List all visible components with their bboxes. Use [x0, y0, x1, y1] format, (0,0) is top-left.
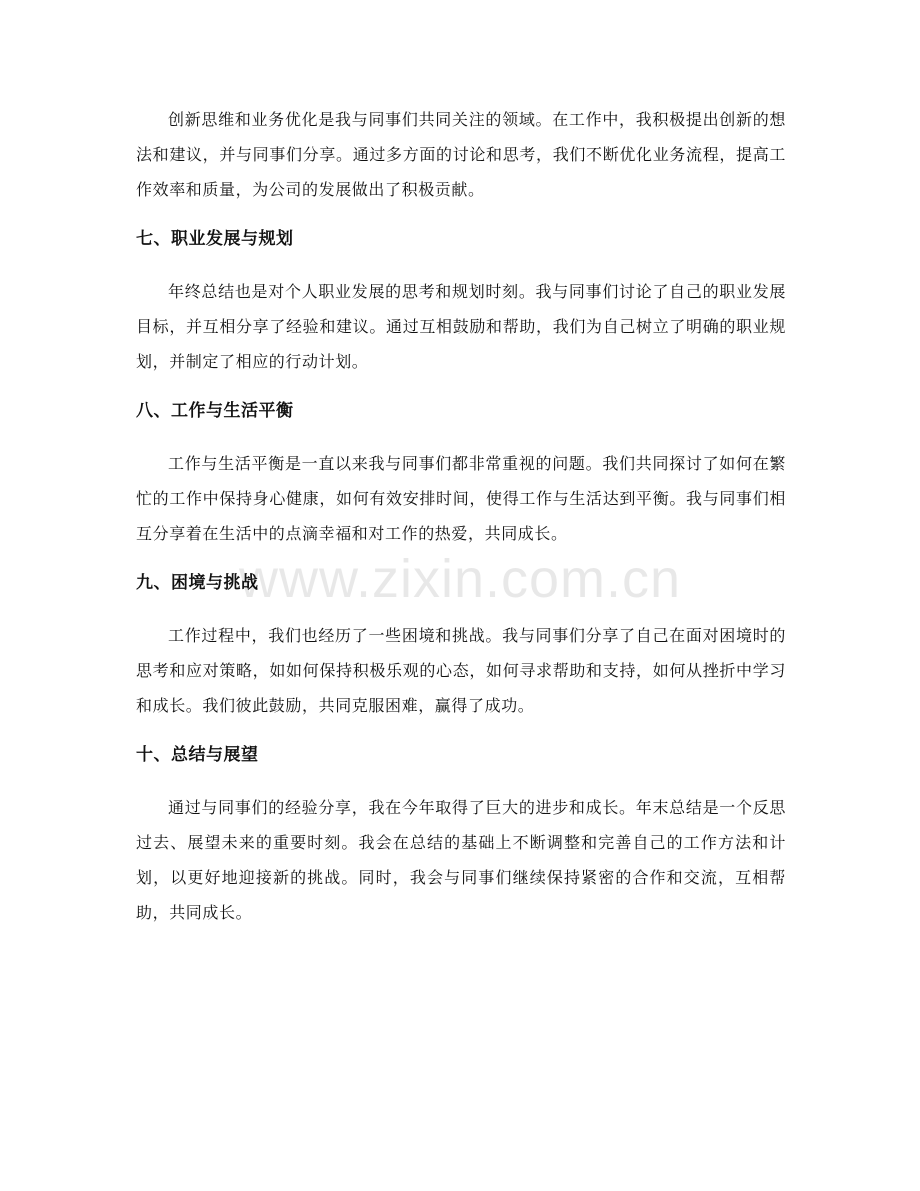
document-body — [136, 102, 786, 930]
section-heading-work-life: 八、工作与生活平衡 — [136, 401, 294, 421]
paragraph-challenges: 工作过程中，我们也经历了一些困境和挑战。我与同事们分享了自己在面对困境时的思考和应对策略，如如何保持积极乐观的心态，如何寻求帮助和支持，如何从挫折中学习和成长。我们彼此鼓励，共同克服困难，赢得了成功。 — [136, 626, 786, 715]
section-heading-summary: 十、总结与展望 — [136, 745, 259, 765]
watermark: www.zixin.com.cn — [238, 549, 682, 609]
paragraph-career: 年终总结也是对个人职业发展的思考和规划时刻。我与同事们讨论了自己的职业发展目标，并互相分享了经验和建议。通过互相鼓励和帮助，我们为自己树立了明确的职业规划，并制定了相应的行动计划。 — [136, 282, 786, 371]
paragraph-work-life: 工作与生活平衡是一直以来我与同事们都非常重视的问题。我们共同探讨了如何在繁忙的工作中保持身心健康，如何有效安排时间，使得工作与生活达到平衡。我与同事们相互分享着在生活中的点滴幸福和对工作的热爱，共同成长。 — [136, 454, 786, 543]
paragraph-summary: 通过与同事们的经验分享，我在今年取得了巨大的进步和成长。年末总结是一个反思过去、展望未来的重要时刻。我会在总结的基础上不断调整和完善自己的工作方法和计划，以更好地迎接新的挑战。同时，我会与同事们继续保持紧密的合作和交流，互相帮助，共同成长。 — [136, 798, 786, 922]
section-heading-challenges: 九、困境与挑战 — [136, 573, 259, 593]
paragraph-innovation: 创新思维和业务优化是我与同事们共同关注的领域。在工作中，我积极提出创新的想法和建议，并与同事们分享。通过多方面的讨论和思考，我们不断优化业务流程，提高工作效率和质量，为公司的发展做出了积极贡献。 — [136, 110, 786, 199]
section-heading-career: 七、职业发展与规划 — [136, 229, 294, 249]
